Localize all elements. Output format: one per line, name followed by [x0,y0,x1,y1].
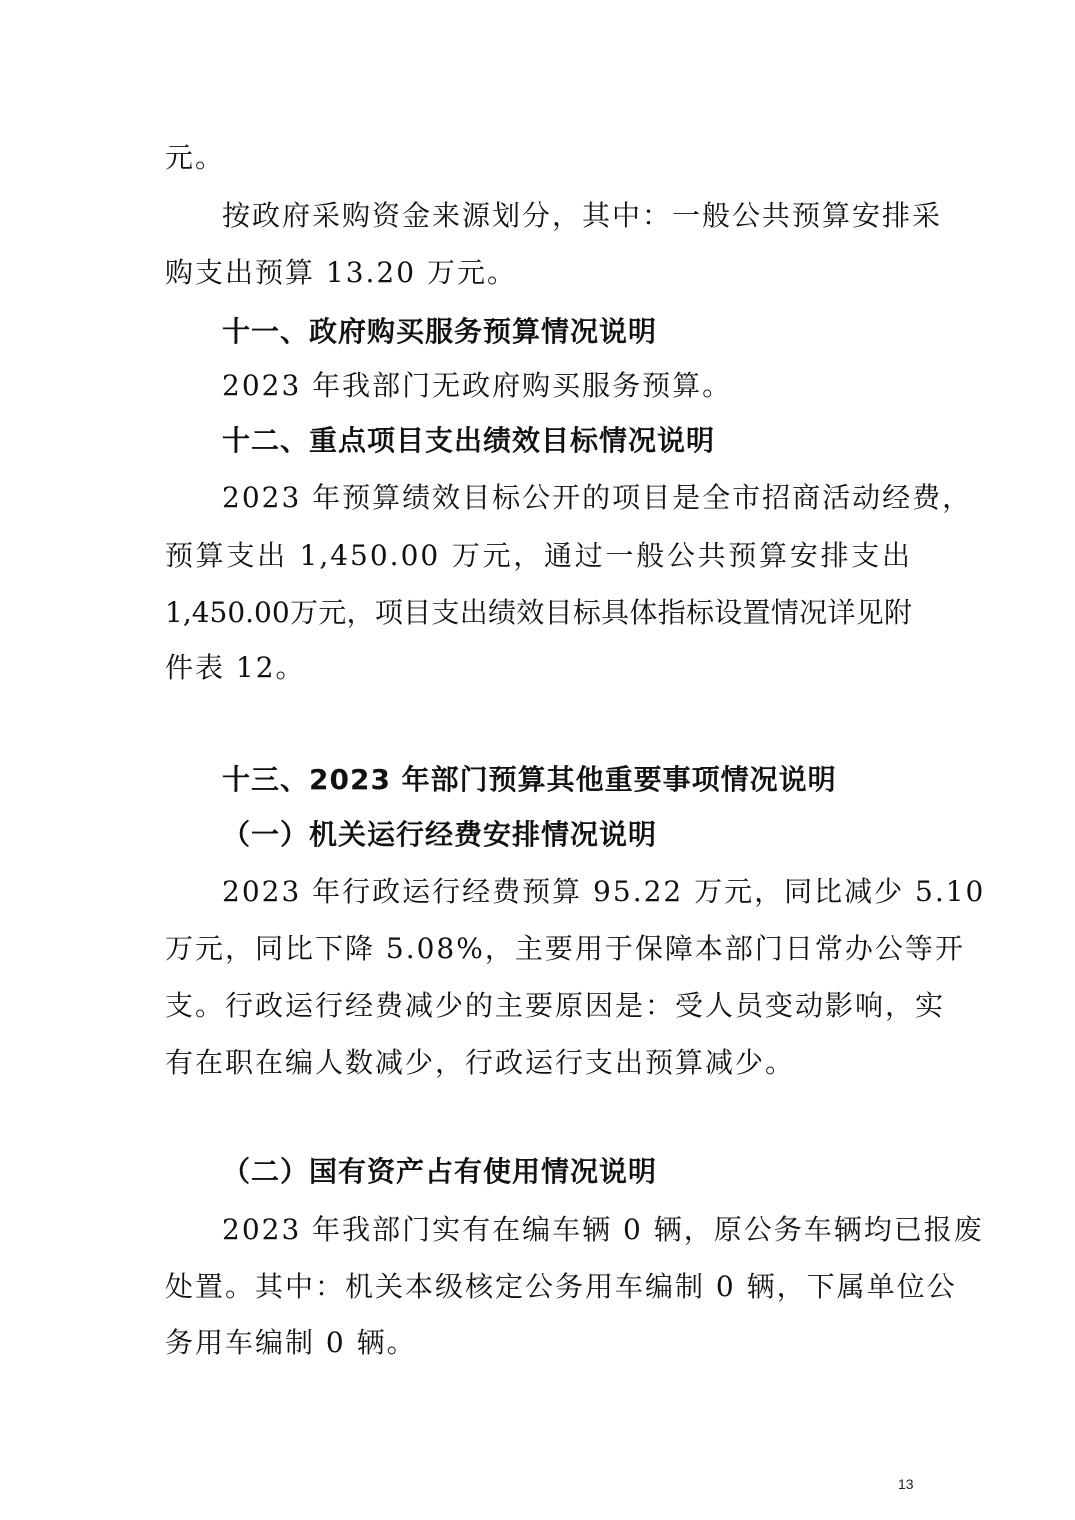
subsection-1-text-line-3: 支。行政运行经费减少的主要原因是：受人员变动影响，实 [165,989,946,1022]
subsection-1-text-line-2: 万元，同比下降 5.08%，主要用于保障本部门日常办公等开 [165,932,965,965]
section-11-heading: 十一、政府购买服务预算情况说明 [222,315,658,348]
page-number: 13 [898,1476,914,1492]
section-12-text-line-1: 2023 年预算绩效目标公开的项目是全市招商活动经费， [222,481,973,514]
section-12-heading: 十二、重点项目支出绩效目标情况说明 [222,424,716,457]
subsection-1-text-line-1: 2023 年行政运行经费预算 95.22 万元，同比减少 5.10 [222,875,986,908]
subsection-2-text-line-1: 2023 年我部门实有在编车辆 0 辆，原公务车辆均已报废 [222,1213,984,1246]
section-12-text-line-2: 预算支出 1,450.00 万元，通过一般公共预算安排支出 [165,539,912,572]
procurement-source-text-line-1: 按政府采购资金来源划分，其中：一般公共预算安排采 [222,199,943,232]
subsection-2-heading: （二）国有资产占有使用情况说明 [222,1155,658,1188]
procurement-source-text-line-2: 购支出预算 13.20 万元。 [165,256,517,289]
section-11-text: 2023 年我部门无政府购买服务预算。 [222,369,733,402]
section-13-heading: 十三、2023 年部门预算其他重要事项情况说明 [222,763,837,796]
section-12-text-line-3: 1,450.00万元，项目支出绩效目标具体指标设置情况详见附 [165,596,912,629]
subsection-1-text-line-4: 有在职在编人数减少，行政运行支出预算减少。 [165,1046,796,1079]
section-12-text-line-4: 件表 12。 [165,651,306,684]
subsection-2-text-line-2: 处置。其中：机关本级核定公务用车编制 0 辆，下属单位公 [165,1270,957,1303]
subsection-1-heading: （一）机关运行经费安排情况说明 [222,818,658,851]
procurement-text-tail: 元。 [165,141,226,174]
subsection-2-text-line-3: 务用车编制 0 辆。 [165,1326,417,1359]
